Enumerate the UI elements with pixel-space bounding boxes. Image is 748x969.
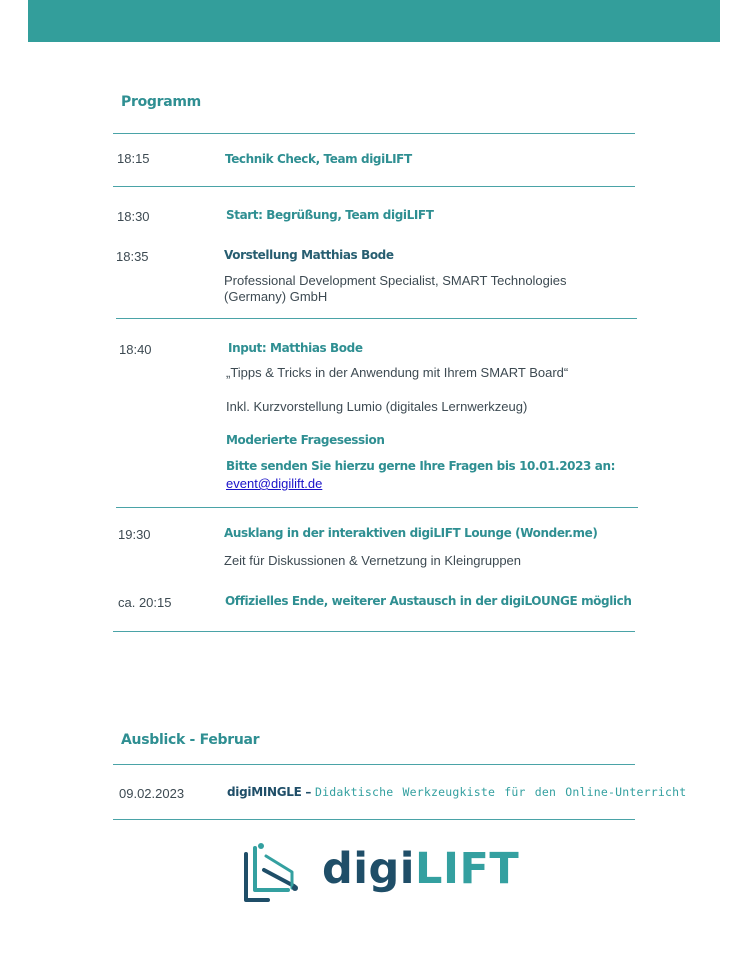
agenda-detail: „Tipps & Tricks in der Anwendung mit Ihrem SMART Board“	[226, 365, 569, 380]
time-label: 18:30	[117, 209, 150, 224]
outlook-date: 09.02.2023	[119, 786, 185, 801]
outlook-event-desc: Didaktische Werkzeugkiste für den Online-Unterricht	[315, 785, 687, 799]
outlook-heading: Ausblick - Februar	[121, 732, 260, 748]
agenda-note: Bitte senden Sie hierzu gerne Ihre Fragen bis 10.01.2023 an:	[226, 459, 616, 473]
divider	[113, 764, 635, 765]
brand-wordmark	[322, 844, 520, 894]
agenda-title: Offizielles Ende, weiterer Austausch in der digiLOUNGE möglich	[225, 594, 632, 608]
divider	[113, 819, 635, 820]
brand-wordmark-part2: LIFT	[415, 844, 520, 894]
outlook-event-name: digiMINGLE –	[227, 785, 312, 799]
divider	[116, 318, 637, 319]
agenda-detail: Professional Development Specialist, SMART Technologies	[224, 273, 567, 288]
time-label: 19:30	[118, 527, 151, 542]
agenda-title: Technik Check, Team digiLIFT	[225, 152, 412, 166]
time-label: 18:35	[116, 249, 149, 264]
agenda-detail: (Germany) GmbH	[224, 289, 328, 304]
time-label: 18:15	[117, 151, 150, 166]
agenda-subtitle: Moderierte Fragesession	[226, 433, 385, 447]
time-label: ca. 20:15	[118, 595, 172, 610]
agenda-detail: Inkl. Kurzvorstellung Lumio (digitales Lernwerkzeug)	[226, 399, 528, 414]
program-heading: Programm	[121, 94, 201, 110]
agenda-title: Input: Matthias Bode	[228, 341, 363, 355]
agenda-detail: Zeit für Diskussionen & Vernetzung in Kleingruppen	[224, 553, 522, 568]
agenda-title: Ausklang in der interaktiven digiLIFT Lounge (Wonder.me)	[224, 526, 598, 540]
divider	[113, 631, 635, 632]
brand-wordmark-part1: digi	[322, 844, 416, 894]
email-link[interactable]: event@digilift.de	[226, 476, 323, 491]
divider	[113, 133, 635, 134]
outlook-event	[227, 785, 686, 799]
header-band	[28, 0, 720, 42]
divider	[113, 186, 635, 187]
divider	[116, 507, 638, 508]
time-label: 18:40	[119, 342, 152, 357]
agenda-title: Start: Begrüßung, Team digiLIFT	[226, 208, 434, 222]
agenda-title: Vorstellung Matthias Bode	[224, 248, 394, 262]
